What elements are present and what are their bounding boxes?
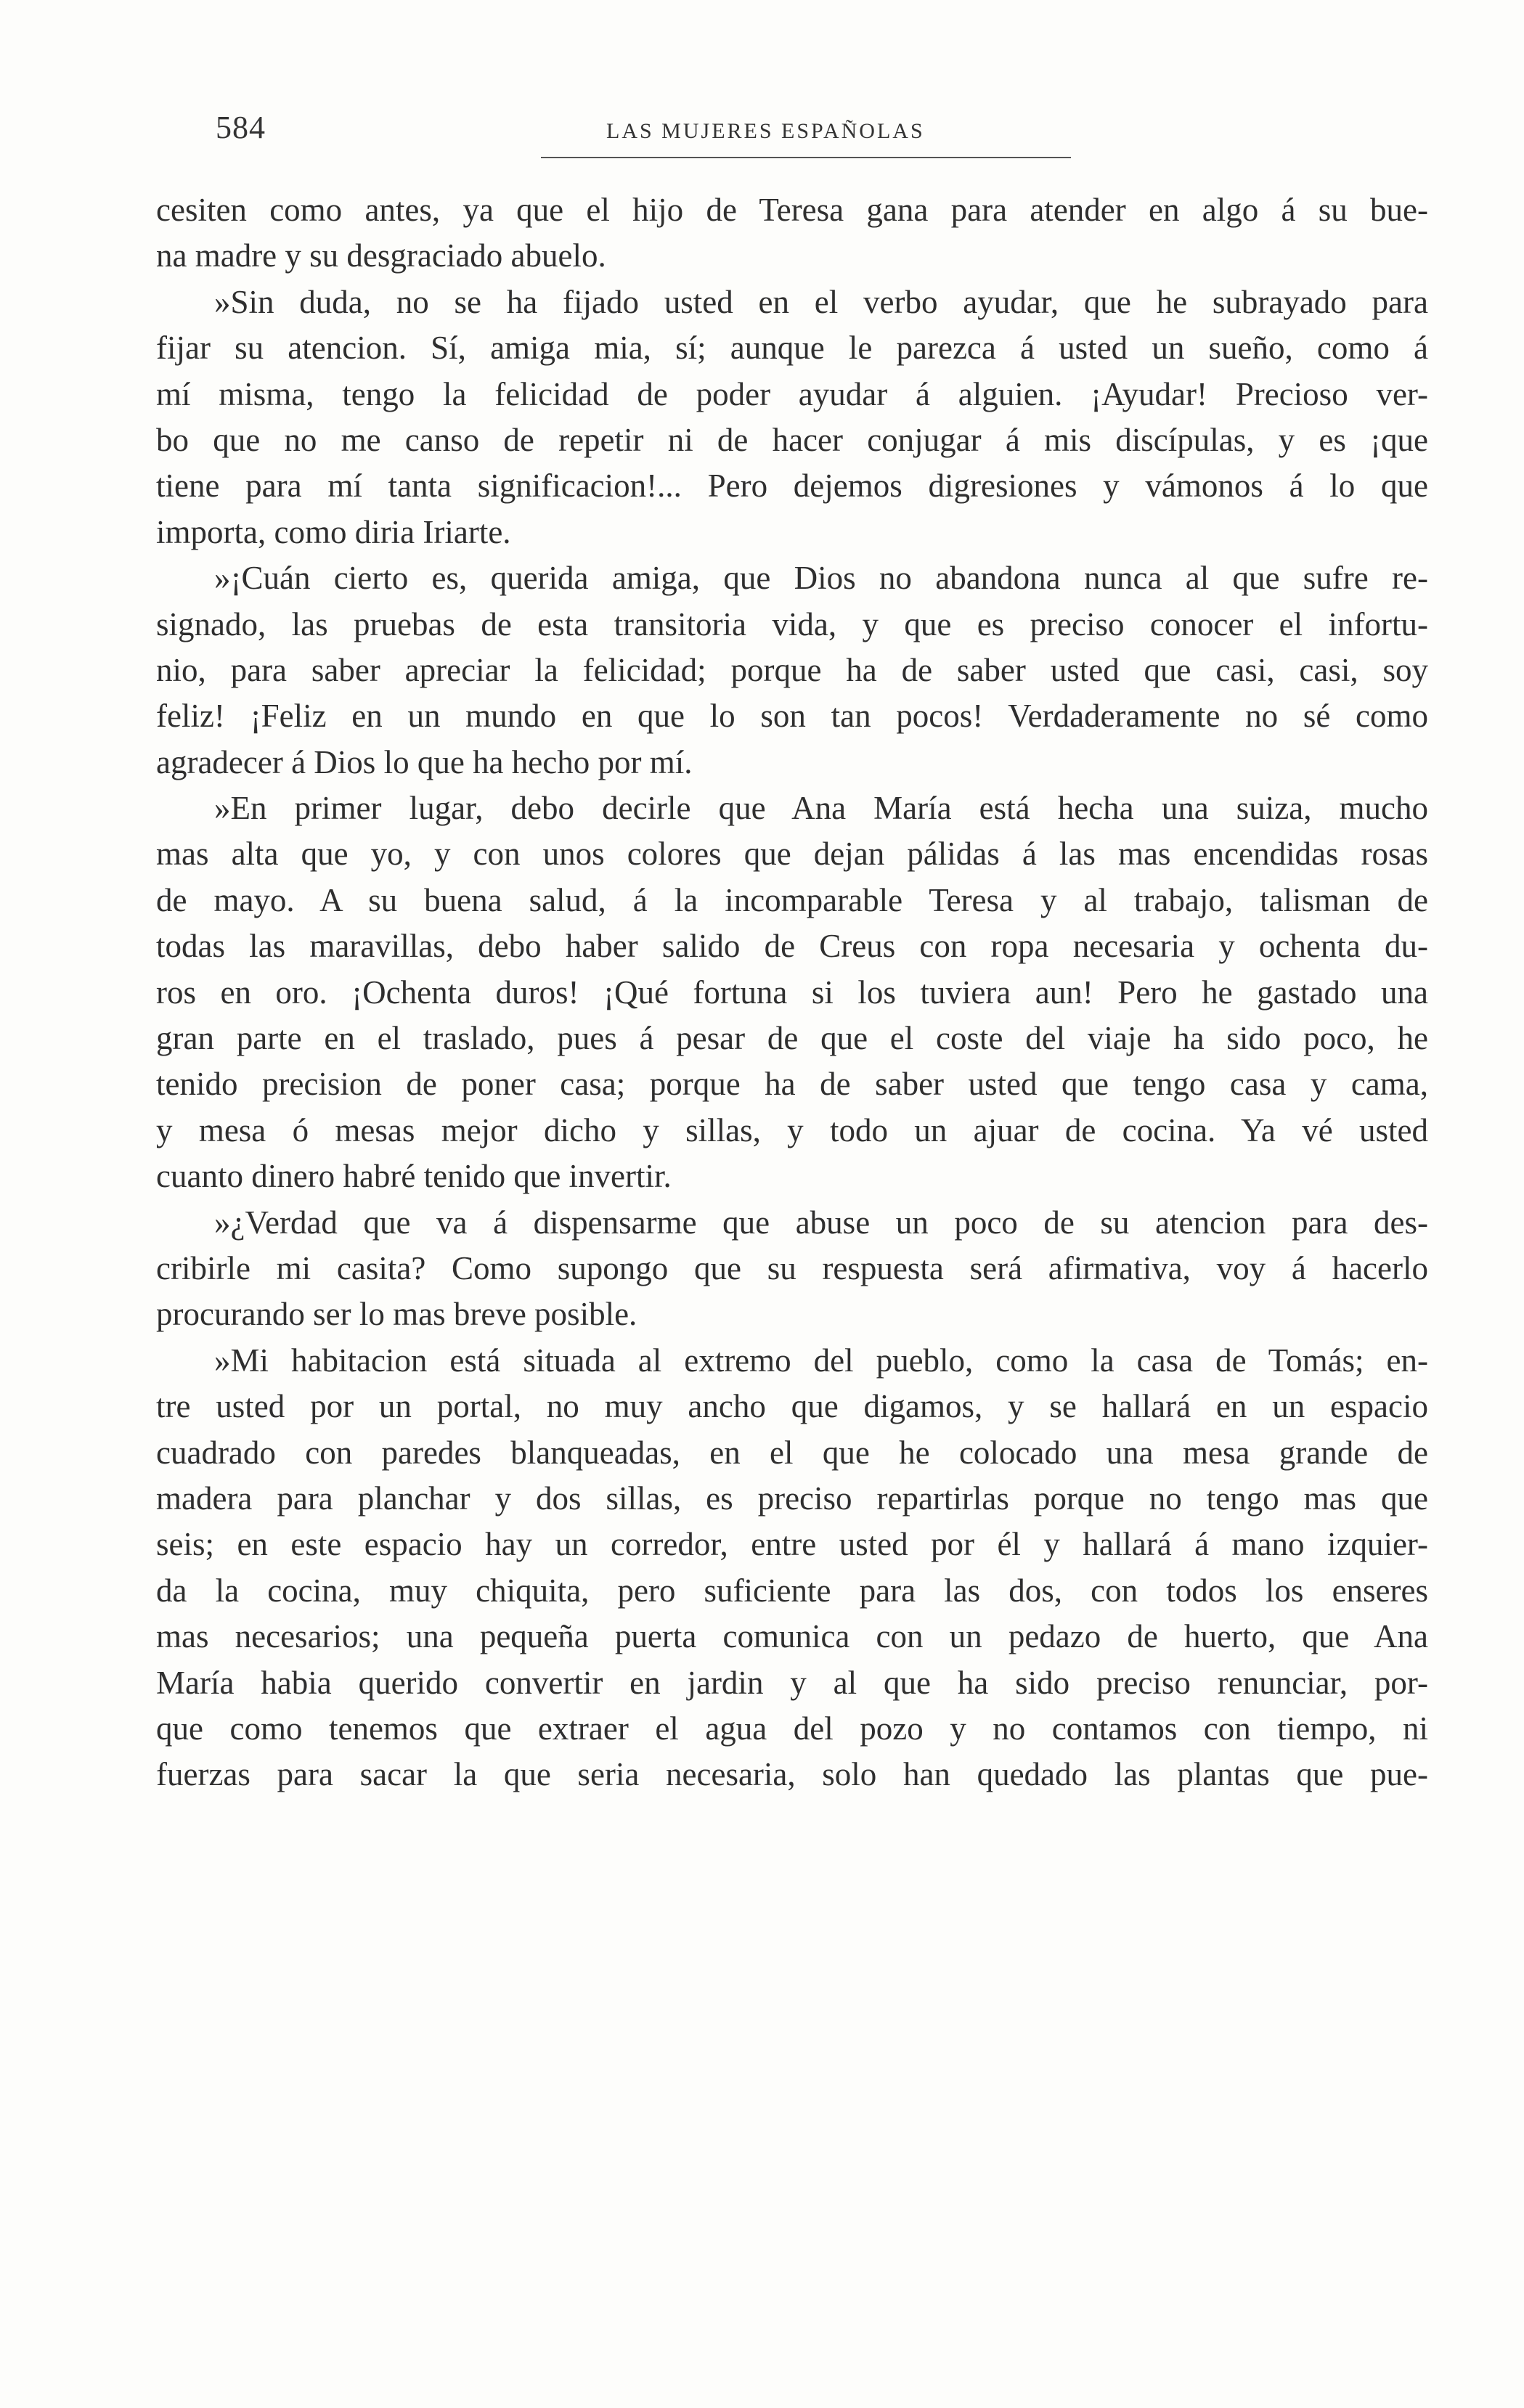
body-text (156, 187, 1428, 1798)
text-line: nio, para saber apreciar la felicidad; porque ha de saber usted que casi, casi, soy (156, 651, 1428, 688)
text-line: na madre y su desgraciado abuelo. (156, 237, 606, 274)
text-line: »Sin duda, no se ha fijado usted en el verbo ayudar, que he subrayado para (214, 283, 1428, 320)
text-line: gran parte en el traslado, pues á pesar de que el coste del viaje ha sido poco, he (156, 1020, 1428, 1057)
text-line: tiene para mí tanta significacion!... Pero dejemos digresiones y vámonos á lo que (156, 468, 1428, 505)
text-line: procurando ser lo mas breve posible. (156, 1296, 637, 1333)
running-head: LAS MUJERES ESPAÑOLAS (606, 119, 925, 143)
text-line: fuerzas para sacar la que seria necesaria, solo han quedado las plantas que pue- (156, 1756, 1428, 1793)
text-line: ros en oro. ¡Ochenta duros! ¡Qué fortuna si los tuviera aun! Pero he gastado una (156, 974, 1428, 1011)
text-line: todas las maravillas, debo haber salido de Creus con ropa necesaria y ochenta du- (156, 928, 1428, 965)
text-line: mí misma, tengo la felicidad de poder ayudar á alguien. ¡Ayudar! Precioso ver- (156, 375, 1428, 412)
text-line: importa, como diria Iriarte. (156, 513, 511, 550)
header-rule (541, 157, 1071, 158)
text-line: cuanto dinero habré tenido que invertir. (156, 1158, 672, 1195)
page-number: 584 (216, 110, 266, 145)
text-line: »¿Verdad que va á dispensarme que abuse un poco de su atencion para des- (214, 1204, 1428, 1241)
text-line: tre usted por un portal, no muy ancho que digamos, y se hallará en un espacio (156, 1388, 1428, 1425)
text-line: María habia querido convertir en jardin y al que ha sido preciso renunciar, por- (156, 1664, 1428, 1701)
text-line: de mayo. A su buena salud, á la incomparable Teresa y al trabajo, talisman de (156, 881, 1428, 918)
text-line: agradecer á Dios lo que ha hecho por mí. (156, 743, 693, 780)
page-header (156, 100, 1434, 166)
text-line: bo que no me canso de repetir ni de hacer conjugar á mis discípulas, y es ¡que (156, 421, 1428, 458)
text-line: cuadrado con paredes blanqueadas, en el que he colocado una mesa grande de (156, 1434, 1428, 1471)
text-line: »¡Cuán cierto es, querida amiga, que Dios no abandona nunca al que sufre re- (214, 560, 1428, 597)
text-line: seis; en este espacio hay un corredor, entre usted por él y hallará á mano izquier- (156, 1526, 1428, 1563)
text-line: y mesa ó mesas mejor dicho y sillas, y todo un ajuar de cocina. Ya vé usted (156, 1111, 1428, 1148)
text-line: madera para planchar y dos sillas, es preciso repartirlas porque no tengo mas que (156, 1480, 1428, 1517)
text-line: da la cocina, muy chiquita, pero suficiente para las dos, con todos los enseres (156, 1572, 1428, 1609)
text-line: mas alta que yo, y con unos colores que dejan pálidas á las mas encendidas rosas (156, 836, 1428, 873)
text-line: »Mi habitacion está situada al extremo del pueblo, como la casa de Tomás; en- (214, 1342, 1428, 1379)
text-line: feliz! ¡Feliz en un mundo en que lo son tan pocos! Verdaderamente no sé como (156, 698, 1428, 735)
text-line: cesiten como antes, ya que el hijo de Teresa gana para atender en algo á su bue- (156, 192, 1428, 228)
text-line: cribirle mi casita? Como supongo que su respuesta será afirmativa, voy á hacerlo (156, 1249, 1428, 1286)
text-line: tenido precision de poner casa; porque ha de saber usted que tengo casa y cama, (156, 1066, 1428, 1103)
text-line: fijar su atencion. Sí, amiga mia, sí; aunque le parezca á usted un sueño, como á (156, 330, 1428, 367)
text-line: que como tenemos que extraer el agua del pozo y no contamos con tiempo, ni (156, 1710, 1428, 1747)
text-line: signado, las pruebas de esta transitoria vida, y que es preciso conocer el infortu- (156, 605, 1428, 642)
text-line: mas necesarios; una pequeña puerta comunica con un pedazo de huerto, que Ana (156, 1618, 1428, 1655)
text-line: »En primer lugar, debo decirle que Ana María está hecha una suiza, mucho (214, 790, 1428, 827)
